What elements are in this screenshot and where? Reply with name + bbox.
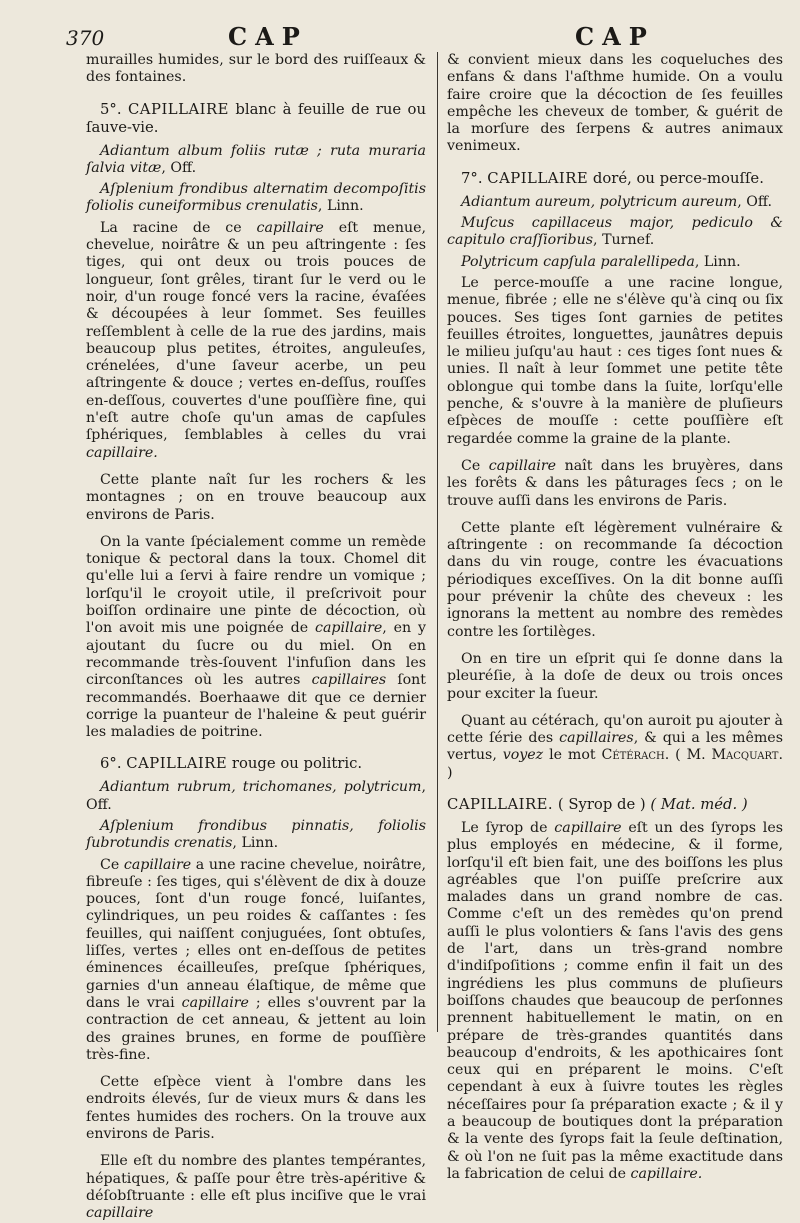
- synonym-linnaeus: Polytricum capſula paralellipeda, Linn.: [461, 253, 741, 270]
- entry-heading-syrop: [447, 796, 783, 814]
- syrop-paragraph: Le ſyrop de capillaire eſt un des ſyrops les plus employés en médecine, & il forme, lorſqu'il eſt bien fait, une des boiſſons les plus agréables que l'on puiſſe preſcrire aux malades dans un grand nombre de cas. Comme c'eſt un des remèdes qu'on prend auſſi le plus volontiers & ſans l'avis des gens de l'art, dans un très-grand nombre d'indiſpoſitions ; comme enfin il fait un des ingrédiens les plus communs de pluſieurs boiſſons chaudes que beaucoup de perſonnes prennent habituellement le matin, on en prépare de très-grandes quantités dans beaucoup d'endroits, & les apothicaires ſont ceux qui en préparent le moins. C'eſt cependant à eux à ſuivre toutes les règles néceſſaires pour ſa préparation exacte ; & il y a beaucoup de boutiques dont la préparation & la vente des ſyrops fait la ſeule deſtination, & où l'on ne ſuit pas la même exactitude dans la fabrication de celui de capillaire.: [447, 819, 783, 1182]
- entry-category: ( Mat. méd. ): [650, 795, 748, 813]
- synonym-linnaeus: Aſplenium frondibus alternatim decompoſitis foliolis cuneiformibus crenulatis, Linn.: [86, 181, 426, 215]
- entry-number: 7°.: [461, 169, 483, 187]
- entry-subtitle: blanc à feuille de rue ou ſauve-vie.: [86, 100, 426, 136]
- spirit-paragraph: On en tire un eſprit qui ſe donne dans la pleuréſie, à la doſe de deux ou trois onces pour exciter la ſueur.: [447, 650, 783, 702]
- entry-heading-7: [447, 170, 783, 188]
- uses-paragraph: On la vante ſpécialement comme un remède tonique & pectoral dans la toux. Chomel dit qu'elle lui a ſervi à faire rendre un vomique ; lorſqu'il le croyoit utile, il preſcrivoit pour boiſſon ordinaire une pinte de décoction, où l'on avoit mis une poignée de capillaire, en y ajoutant du ſucre ou du miel. On en recommande très-ſouvent l'infuſion dans les circonſtances où les autres capillaires ſont recommandés. Boerhaawe dit que ce dernier corrige la puanteur de l'haleine & peut guérir les maladies de poitrine.: [86, 533, 427, 741]
- habitat-paragraph: Cette eſpèce vient à l'ombre dans les endroits élevés, ſur de vieux murs & dans les fentes humides des rochers. On la trouve aux environs de Paris.: [86, 1074, 426, 1143]
- uses-paragraph: Elle eſt du nombre des plantes tempérantes, hépatiques, & paſſe pour être très-apéritive & déſobſtruante : elle eſt plus inciſive que le vrai capillaire: [86, 1153, 426, 1222]
- description-paragraph: La racine de ce capillaire eſt menue, chevelue, noirâtre & un peu aſtringente : ſes tiges, qui ont deux ou trois pouces de longueur, ſont grêles, tirant ſur le verd ou le noir, d'un rouge foncé vers la racine, évaſées & découpées à leur ſommet. Ses feuilles reſſemblent à celle de la rue des jardins, mais beaucoup plus petites, étroites, anguleuſes, crénelées, d'une ſaveur acerbe, un peu aſtringente & douce ; vertes en-deſſus, rouſſes en-deſſous, couvertes d'une pouſſière fine, qui n'eſt autre choſe qu'un amas de capſules ſphériques, ſemblables à celles du vrai capillaire.: [86, 219, 427, 461]
- entry-name: CAPILLAIRE: [127, 100, 229, 118]
- entry-number: 5°.: [100, 100, 122, 118]
- habitat-paragraph: Ce capillaire naît dans les bruyères, dans les forêts & dans les pâturages ſecs ; on le trouve auſſi dans les environs de Paris.: [447, 457, 783, 509]
- synonym-linnaeus: Aſplenium frondibus pinnatis, foliolis ſubrotundis crenatis, Linn.: [86, 817, 426, 852]
- entry-name: CAPILLAIRE: [487, 169, 589, 187]
- description-paragraph: Ce capillaire a une racine chevelue, noirâtre, fibreuſe : ſes tiges, qui s'élèvent de dix à douze pouces, ſont d'un rouge foncé, luiſantes, cylindriques, un peu roides & caſſantes : ſes feuilles, qui naiſſent conjuguées, ſont obtuſes, liſſes, vertes ; elles ont en-deſſous de petites éminences écailleuſes, preſque ſphériques, garnies d'un anneau élaſtique, de même que dans le vrai capillaire ; elles s'ouvrent par la contraction de cet anneau, & jettent au loin des graines brunes, en forme de pouſſière très-fine.: [86, 856, 426, 1063]
- continued-paragraph: murailles humides, sur le bord des ruiſſeaux & des fontaines.: [86, 52, 426, 86]
- synonym-tournefort: Muſcus capillaceus major, pediculo & capitulo craſſioribus, Turnef.: [447, 215, 783, 249]
- ceterach-paragraph: Quant au cétérach, qu'on auroit pu ajouter à cette ſérie des capillaires, & qui a les mêmes vertus, voyez le mot Cétérach. ( M. Macquart. ): [447, 712, 783, 781]
- right-column: [447, 52, 783, 1183]
- habitat-paragraph: Cette plante naît ſur les rochers & les montagnes ; on en trouve beaucoup aux environs de Paris.: [86, 471, 426, 523]
- running-head-left: CAP: [228, 22, 308, 51]
- continued-paragraph: & convient mieux dans les coqueluches des enfans & dans l'aſthme humide. On a voulu faire croire que la décoction de ſes feuilles empêche les cheveux de tomber, & guérit de la morſure des ſerpens & autres animaux venimeux.: [447, 52, 783, 155]
- entry-heading-6: [86, 755, 426, 773]
- entry-heading-5: [86, 101, 426, 137]
- entry-subtitle: rouge ou politric.: [231, 755, 363, 773]
- entry-name: CAPILLAIRE.: [447, 795, 554, 813]
- synonym-officinal: Adiantum rubrum, trichomanes, polytricum, Off.: [86, 779, 426, 813]
- synonym-officinal: Adiantum album foliis rutæ ; ruta muraria ſalvia vitæ, Off.: [86, 142, 426, 176]
- running-head-right: CAP: [575, 22, 655, 51]
- left-column: [86, 52, 426, 1223]
- entry-name: CAPILLAIRE: [126, 755, 228, 773]
- entry-subtitle: doré, ou perce-mouſſe.: [592, 169, 764, 187]
- page-number: 370: [66, 26, 105, 50]
- entry-number: 6°.: [100, 755, 122, 773]
- description-paragraph: Le perce-mouſſe a une racine longue, menue, fibrée ; elle ne s'élève qu'à cinq ou ſix pouces. Ses tiges ſont garnies de petites feuilles étroites, longuettes, jaunâtres depuis le milieu juſqu'au haut : ces tiges ſont nues & unies. Il naît à leur ſommet une petite tête oblongue qui tombe dans la ſuite, lorſqu'elle penche, & s'ouvre à la manière de pluſieurs eſpèces de mouſſe : cette pouſſière eſt regardée comme la graine de la plante.: [447, 274, 783, 447]
- uses-paragraph: Cette plante eſt légèrement vulnéraire & aſtringente : on recommande ſa décoction dans du vin rouge, contre les évacuations périodiques exceſſives. On la dit bonne auſſi pour prévenir la chûte des cheveux : les ignorans la mettent au nombre des remèdes contre les ſortilèges.: [447, 519, 783, 640]
- entry-subtitle: ( Syrop de ): [557, 795, 646, 813]
- column-rule: [437, 52, 438, 1032]
- synonym-officinal: Adiantum aureum, polytricum aureum, Off.: [461, 193, 772, 210]
